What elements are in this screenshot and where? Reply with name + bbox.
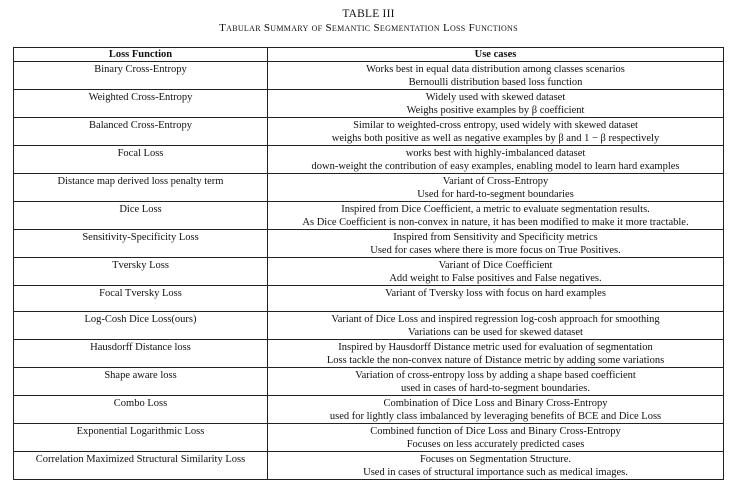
use-case-line: used for lightly class imbalanced by leveraging benefits of BCE and Dice Loss <box>329 411 662 423</box>
use-case-cell <box>268 396 724 424</box>
use-case-line: Add weight to False positives and False negatives. <box>389 273 602 284</box>
use-case-line: Widely used with skewed dataset <box>425 92 566 103</box>
use-case-line: Inspired from Sensitivity and Specificity metrics <box>393 232 598 243</box>
table-row <box>14 230 724 258</box>
table-row <box>14 146 724 174</box>
loss-name: Exponential Logarithmic Loss <box>76 426 205 438</box>
table-row <box>14 312 724 340</box>
use-case-line: Variant of Tversky loss with focus on hard examples <box>385 288 606 299</box>
loss-name: Focal Loss <box>117 148 164 159</box>
loss-name-cell <box>14 424 268 452</box>
use-case-line: Works best in equal data distribution among classes scenarios <box>366 64 625 75</box>
loss-name-cell <box>14 286 268 312</box>
table-row <box>14 118 724 146</box>
table-row <box>14 424 724 452</box>
use-case-cell <box>268 202 724 230</box>
use-case-cell <box>268 230 724 258</box>
use-case-line: Weighs positive examples by β coefficient <box>406 105 585 116</box>
use-case-cell <box>268 62 724 90</box>
use-case-line: down-weight the contribution of easy examples, enabling model to learn hard examples <box>311 161 680 172</box>
use-case-line: As Dice Coefficient is non-convex in nature, it has been modified to make it more tractable. <box>302 217 689 228</box>
use-case-cell <box>268 368 724 396</box>
use-case-line: Variant of Dice Loss and inspired regression log-cosh approach for smoothing <box>331 314 660 326</box>
loss-name: Sensitivity-Specificity Loss <box>82 232 199 243</box>
table-row <box>14 396 724 424</box>
use-case-line: Variations can be used for skewed dataset <box>408 327 583 339</box>
use-case-cell <box>268 424 724 452</box>
table-row <box>14 258 724 286</box>
use-case-line: Similar to weighted-cross entropy, used widely with skewed dataset <box>353 120 638 131</box>
use-case-line: Variant of Cross-Entropy <box>442 176 549 187</box>
table-row <box>14 340 724 368</box>
use-case-line: Used for cases where there is more focus on True Positives. <box>370 245 621 256</box>
use-case-line: Focuses on less accurately predicted cases <box>406 439 585 451</box>
use-case-line: used in cases of hard-to-segment boundaries. <box>401 383 590 395</box>
use-case-cell <box>268 118 724 146</box>
loss-functions-table <box>13 47 724 480</box>
loss-name-cell <box>14 396 268 424</box>
loss-name: Log-Cosh Dice Loss(ours) <box>84 314 197 326</box>
loss-name: Dice Loss <box>119 204 162 215</box>
loss-name: Combo Loss <box>113 398 168 410</box>
loss-name-cell <box>14 118 268 146</box>
loss-name: Distance map derived loss penalty term <box>57 176 224 187</box>
use-case-cell <box>268 312 724 340</box>
loss-name-cell <box>14 312 268 340</box>
table-header-row <box>14 48 724 62</box>
loss-name: Binary Cross-Entropy <box>94 64 187 75</box>
use-case-cell <box>268 174 724 202</box>
loss-name-cell <box>14 258 268 286</box>
use-case-line: works best with highly-imbalanced dataset <box>405 148 586 159</box>
use-case-cell <box>268 146 724 174</box>
use-case-line: Combination of Dice Loss and Binary Cross-Entropy <box>383 398 608 410</box>
table-title: Tabular Summary of Semantic Segmentation Loss Functions <box>219 22 518 34</box>
loss-name: Hausdorff Distance loss <box>90 342 191 354</box>
header-use-cases: Use cases <box>268 48 724 62</box>
loss-name-cell <box>14 368 268 396</box>
table-row <box>14 62 724 90</box>
loss-name-cell <box>14 90 268 118</box>
loss-name-cell <box>14 174 268 202</box>
use-case-cell <box>268 340 724 368</box>
loss-name-cell <box>14 202 268 230</box>
use-case-line: Variant of Dice Coefficient <box>438 260 553 271</box>
use-case-line: Variation of cross-entropy loss by adding a shape based coefficient <box>355 370 636 382</box>
loss-name: Focal Tversky Loss <box>99 288 182 299</box>
use-case-line: Inspired from Dice Coefficient, a metric to evaluate segmentation results. <box>341 204 650 215</box>
use-case-line: Combined function of Dice Loss and Binary Cross-Entropy <box>370 426 621 438</box>
use-case-line: Loss tackle the non-convex nature of Distance metric by adding some variations <box>326 355 665 367</box>
use-case-line: Bernoulli distribution based loss function <box>408 77 583 88</box>
use-case-line: Focuses on Segmentation Structure. <box>419 454 572 466</box>
table-number: TABLE III <box>342 8 395 20</box>
use-case-cell <box>268 286 724 312</box>
use-case-line: Used for hard-to-segment boundaries <box>417 189 574 200</box>
table-row <box>14 174 724 202</box>
loss-name: Correlation Maximized Structural Similarity Loss <box>35 454 246 466</box>
table-row <box>14 202 724 230</box>
table-row <box>14 286 724 312</box>
loss-name-cell <box>14 146 268 174</box>
use-case-line: Used in cases of structural importance such as medical images. <box>363 467 628 479</box>
use-case-cell <box>268 90 724 118</box>
use-case-cell <box>268 258 724 286</box>
loss-name-cell <box>14 340 268 368</box>
header-loss-function: Loss Function <box>14 48 268 62</box>
loss-name: Tversky Loss <box>112 260 169 271</box>
use-case-line: weighs both positive as well as negative examples by β and 1 − β respectively <box>331 133 660 144</box>
use-case-line: Inspired by Hausdorff Distance metric used for evaluation of segmentation <box>338 342 653 354</box>
loss-name: Balanced Cross-Entropy <box>89 120 192 131</box>
loss-name: Weighted Cross-Entropy <box>88 92 193 103</box>
loss-name: Shape aware loss <box>104 370 177 382</box>
loss-name-cell <box>14 230 268 258</box>
table-row <box>14 368 724 396</box>
table-row <box>14 90 724 118</box>
loss-name-cell <box>14 62 268 90</box>
